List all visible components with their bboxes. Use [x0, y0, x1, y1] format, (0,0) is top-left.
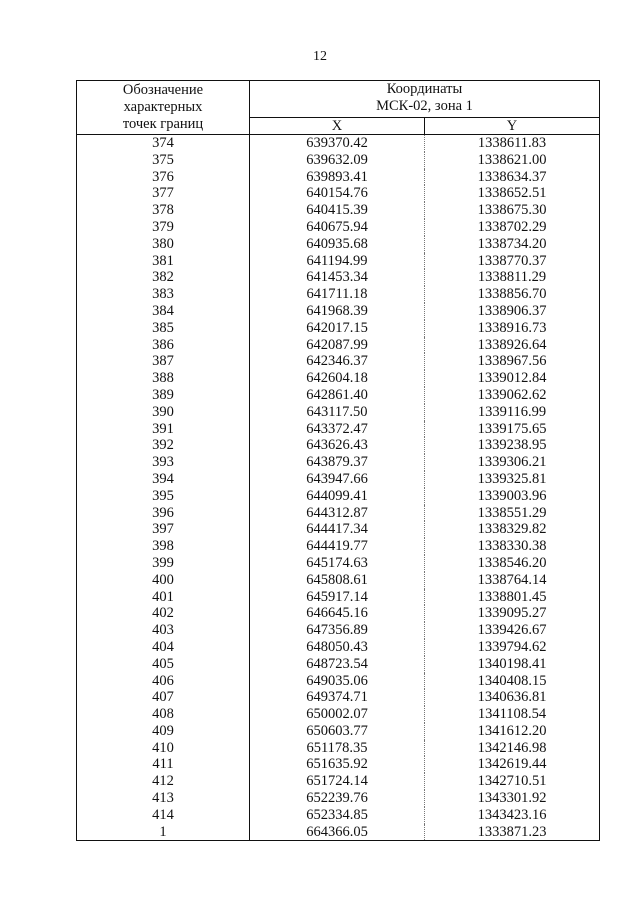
table-row	[77, 572, 600, 589]
y-cell: 1338770.37	[425, 253, 600, 270]
table-row	[77, 135, 600, 152]
point-cell: 383	[77, 286, 250, 303]
x-cell: 646645.16	[250, 605, 425, 622]
point-cell: 388	[77, 370, 250, 387]
y-cell: 1338856.70	[425, 286, 600, 303]
coordinates-header	[250, 81, 600, 118]
x-cell: 643626.43	[250, 437, 425, 454]
x-cell: 642017.15	[250, 320, 425, 337]
x-cell: 645917.14	[250, 589, 425, 606]
y-cell: 1338916.73	[425, 320, 600, 337]
table-row	[77, 622, 600, 639]
table-row	[77, 169, 600, 186]
x-cell: 649035.06	[250, 673, 425, 690]
y-cell: 1338967.56	[425, 353, 600, 370]
point-cell: 409	[77, 723, 250, 740]
y-cell: 1338551.29	[425, 505, 600, 522]
point-cell: 413	[77, 790, 250, 807]
y-cell: 1339794.62	[425, 639, 600, 656]
table-row	[77, 824, 600, 841]
y-cell: 1340636.81	[425, 689, 600, 706]
point-cell: 408	[77, 706, 250, 723]
y-cell: 1339003.96	[425, 488, 600, 505]
table-row	[77, 756, 600, 773]
x-cell: 644417.34	[250, 521, 425, 538]
x-cell: 641194.99	[250, 253, 425, 270]
point-cell: 411	[77, 756, 250, 773]
x-cell: 645808.61	[250, 572, 425, 589]
y-cell: 1341612.20	[425, 723, 600, 740]
x-cell: 641453.34	[250, 269, 425, 286]
y-cell: 1342619.44	[425, 756, 600, 773]
page-number: 12	[313, 49, 327, 64]
point-cell: 1	[77, 824, 250, 841]
point-cell: 386	[77, 337, 250, 354]
y-cell: 1338734.20	[425, 236, 600, 253]
y-cell: 1342146.98	[425, 740, 600, 757]
table-row	[77, 706, 600, 723]
x-cell: 651635.92	[250, 756, 425, 773]
y-cell: 1338652.51	[425, 185, 600, 202]
y-cell: 1338764.14	[425, 572, 600, 589]
table-row	[77, 185, 600, 202]
table-body	[77, 135, 600, 841]
point-cell: 405	[77, 656, 250, 673]
x-cell: 640154.76	[250, 185, 425, 202]
y-cell: 1342710.51	[425, 773, 600, 790]
table-row	[77, 521, 600, 538]
table-row	[77, 656, 600, 673]
point-cell: 394	[77, 471, 250, 488]
x-cell: 652239.76	[250, 790, 425, 807]
x-cell: 644312.87	[250, 505, 425, 522]
point-cell: 389	[77, 387, 250, 404]
table-row	[77, 589, 600, 606]
table-row	[77, 605, 600, 622]
x-cell: 664366.05	[250, 824, 425, 841]
y-cell: 1341108.54	[425, 706, 600, 723]
y-cell: 1339238.95	[425, 437, 600, 454]
point-cell: 404	[77, 639, 250, 656]
table-row	[77, 404, 600, 421]
y-cell: 1339426.67	[425, 622, 600, 639]
x-column-header: X	[250, 118, 425, 135]
point-cell: 412	[77, 773, 250, 790]
point-cell: 392	[77, 437, 250, 454]
y-column-header: Y	[425, 118, 600, 135]
y-cell: 1338926.64	[425, 337, 600, 354]
point-cell: 410	[77, 740, 250, 757]
point-cell: 398	[77, 538, 250, 555]
table-row	[77, 202, 600, 219]
x-cell: 645174.63	[250, 555, 425, 572]
point-cell: 380	[77, 236, 250, 253]
x-cell: 643947.66	[250, 471, 425, 488]
point-cell: 390	[77, 404, 250, 421]
y-cell: 1340198.41	[425, 656, 600, 673]
table-row	[77, 253, 600, 270]
table-row	[77, 790, 600, 807]
coordinates-table	[76, 80, 600, 841]
point-cell: 402	[77, 605, 250, 622]
y-cell: 1339306.21	[425, 454, 600, 471]
point-cell: 387	[77, 353, 250, 370]
table-row	[77, 437, 600, 454]
point-cell: 379	[77, 219, 250, 236]
point-cell: 396	[77, 505, 250, 522]
y-cell: 1338611.83	[425, 135, 600, 152]
x-cell: 652334.85	[250, 807, 425, 824]
x-cell: 650002.07	[250, 706, 425, 723]
point-cell: 385	[77, 320, 250, 337]
y-cell: 1343423.16	[425, 807, 600, 824]
point-cell: 393	[77, 454, 250, 471]
x-cell: 639370.42	[250, 135, 425, 152]
x-cell: 639893.41	[250, 169, 425, 186]
table-row	[77, 421, 600, 438]
point-cell: 399	[77, 555, 250, 572]
y-cell: 1339095.27	[425, 605, 600, 622]
point-cell: 403	[77, 622, 250, 639]
table-row	[77, 387, 600, 404]
y-cell: 1338906.37	[425, 303, 600, 320]
table-row	[77, 337, 600, 354]
x-cell: 640935.68	[250, 236, 425, 253]
header-line: точек границ	[122, 116, 204, 132]
table-row	[77, 152, 600, 169]
point-cell: 397	[77, 521, 250, 538]
y-cell: 1338675.30	[425, 202, 600, 219]
table-row	[77, 236, 600, 253]
table-row	[77, 488, 600, 505]
table-row	[77, 723, 600, 740]
x-cell: 644419.77	[250, 538, 425, 555]
x-cell: 642861.40	[250, 387, 425, 404]
point-cell: 401	[77, 589, 250, 606]
x-cell: 643372.47	[250, 421, 425, 438]
table-row	[77, 370, 600, 387]
y-cell: 1339116.99	[425, 404, 600, 421]
x-cell: 642604.18	[250, 370, 425, 387]
point-cell: 395	[77, 488, 250, 505]
y-cell: 1338329.82	[425, 521, 600, 538]
y-cell: 1338330.38	[425, 538, 600, 555]
y-cell: 1343301.92	[425, 790, 600, 807]
y-cell: 1339062.62	[425, 387, 600, 404]
point-cell: 378	[77, 202, 250, 219]
x-cell: 640415.39	[250, 202, 425, 219]
table-row	[77, 454, 600, 471]
point-cell: 375	[77, 152, 250, 169]
x-cell: 639632.09	[250, 152, 425, 169]
table-row	[77, 471, 600, 488]
y-cell: 1338811.29	[425, 269, 600, 286]
x-cell: 642346.37	[250, 353, 425, 370]
x-cell: 647356.89	[250, 622, 425, 639]
y-cell: 1339012.84	[425, 370, 600, 387]
x-cell: 640675.94	[250, 219, 425, 236]
y-cell: 1339325.81	[425, 471, 600, 488]
x-cell: 643117.50	[250, 404, 425, 421]
header-line: МСК-02, зона 1	[376, 98, 473, 114]
point-cell: 406	[77, 673, 250, 690]
table-row	[77, 320, 600, 337]
point-cell: 407	[77, 689, 250, 706]
table-row	[77, 538, 600, 555]
table-row	[77, 219, 600, 236]
x-cell: 642087.99	[250, 337, 425, 354]
y-cell: 1338546.20	[425, 555, 600, 572]
point-designation-header	[77, 81, 250, 135]
y-cell: 1339175.65	[425, 421, 600, 438]
x-cell: 649374.71	[250, 689, 425, 706]
x-cell: 648723.54	[250, 656, 425, 673]
table-row	[77, 807, 600, 824]
y-cell: 1338621.00	[425, 152, 600, 169]
table-row	[77, 689, 600, 706]
x-cell: 650603.77	[250, 723, 425, 740]
x-cell: 641968.39	[250, 303, 425, 320]
x-cell: 644099.41	[250, 488, 425, 505]
table-row	[77, 269, 600, 286]
x-cell: 651724.14	[250, 773, 425, 790]
table-row	[77, 303, 600, 320]
header-line: Координаты	[386, 81, 463, 97]
x-cell: 643879.37	[250, 454, 425, 471]
header-line: характерных	[123, 99, 203, 115]
point-cell: 391	[77, 421, 250, 438]
y-cell: 1333871.23	[425, 824, 600, 841]
y-cell: 1338702.29	[425, 219, 600, 236]
point-cell: 400	[77, 572, 250, 589]
y-cell: 1338801.45	[425, 589, 600, 606]
point-cell: 376	[77, 169, 250, 186]
y-cell: 1340408.15	[425, 673, 600, 690]
point-cell: 377	[77, 185, 250, 202]
point-cell: 384	[77, 303, 250, 320]
table-row	[77, 353, 600, 370]
x-cell: 641711.18	[250, 286, 425, 303]
table-row	[77, 505, 600, 522]
point-cell: 382	[77, 269, 250, 286]
point-cell: 381	[77, 253, 250, 270]
point-cell: 374	[77, 135, 250, 152]
point-cell: 414	[77, 807, 250, 824]
table-row	[77, 639, 600, 656]
x-cell: 651178.35	[250, 740, 425, 757]
table-row	[77, 673, 600, 690]
x-cell: 648050.43	[250, 639, 425, 656]
table-row	[77, 740, 600, 757]
table-row	[77, 773, 600, 790]
header-line: Обозначение	[122, 82, 204, 98]
y-cell: 1338634.37	[425, 169, 600, 186]
table-row	[77, 286, 600, 303]
table-row	[77, 555, 600, 572]
